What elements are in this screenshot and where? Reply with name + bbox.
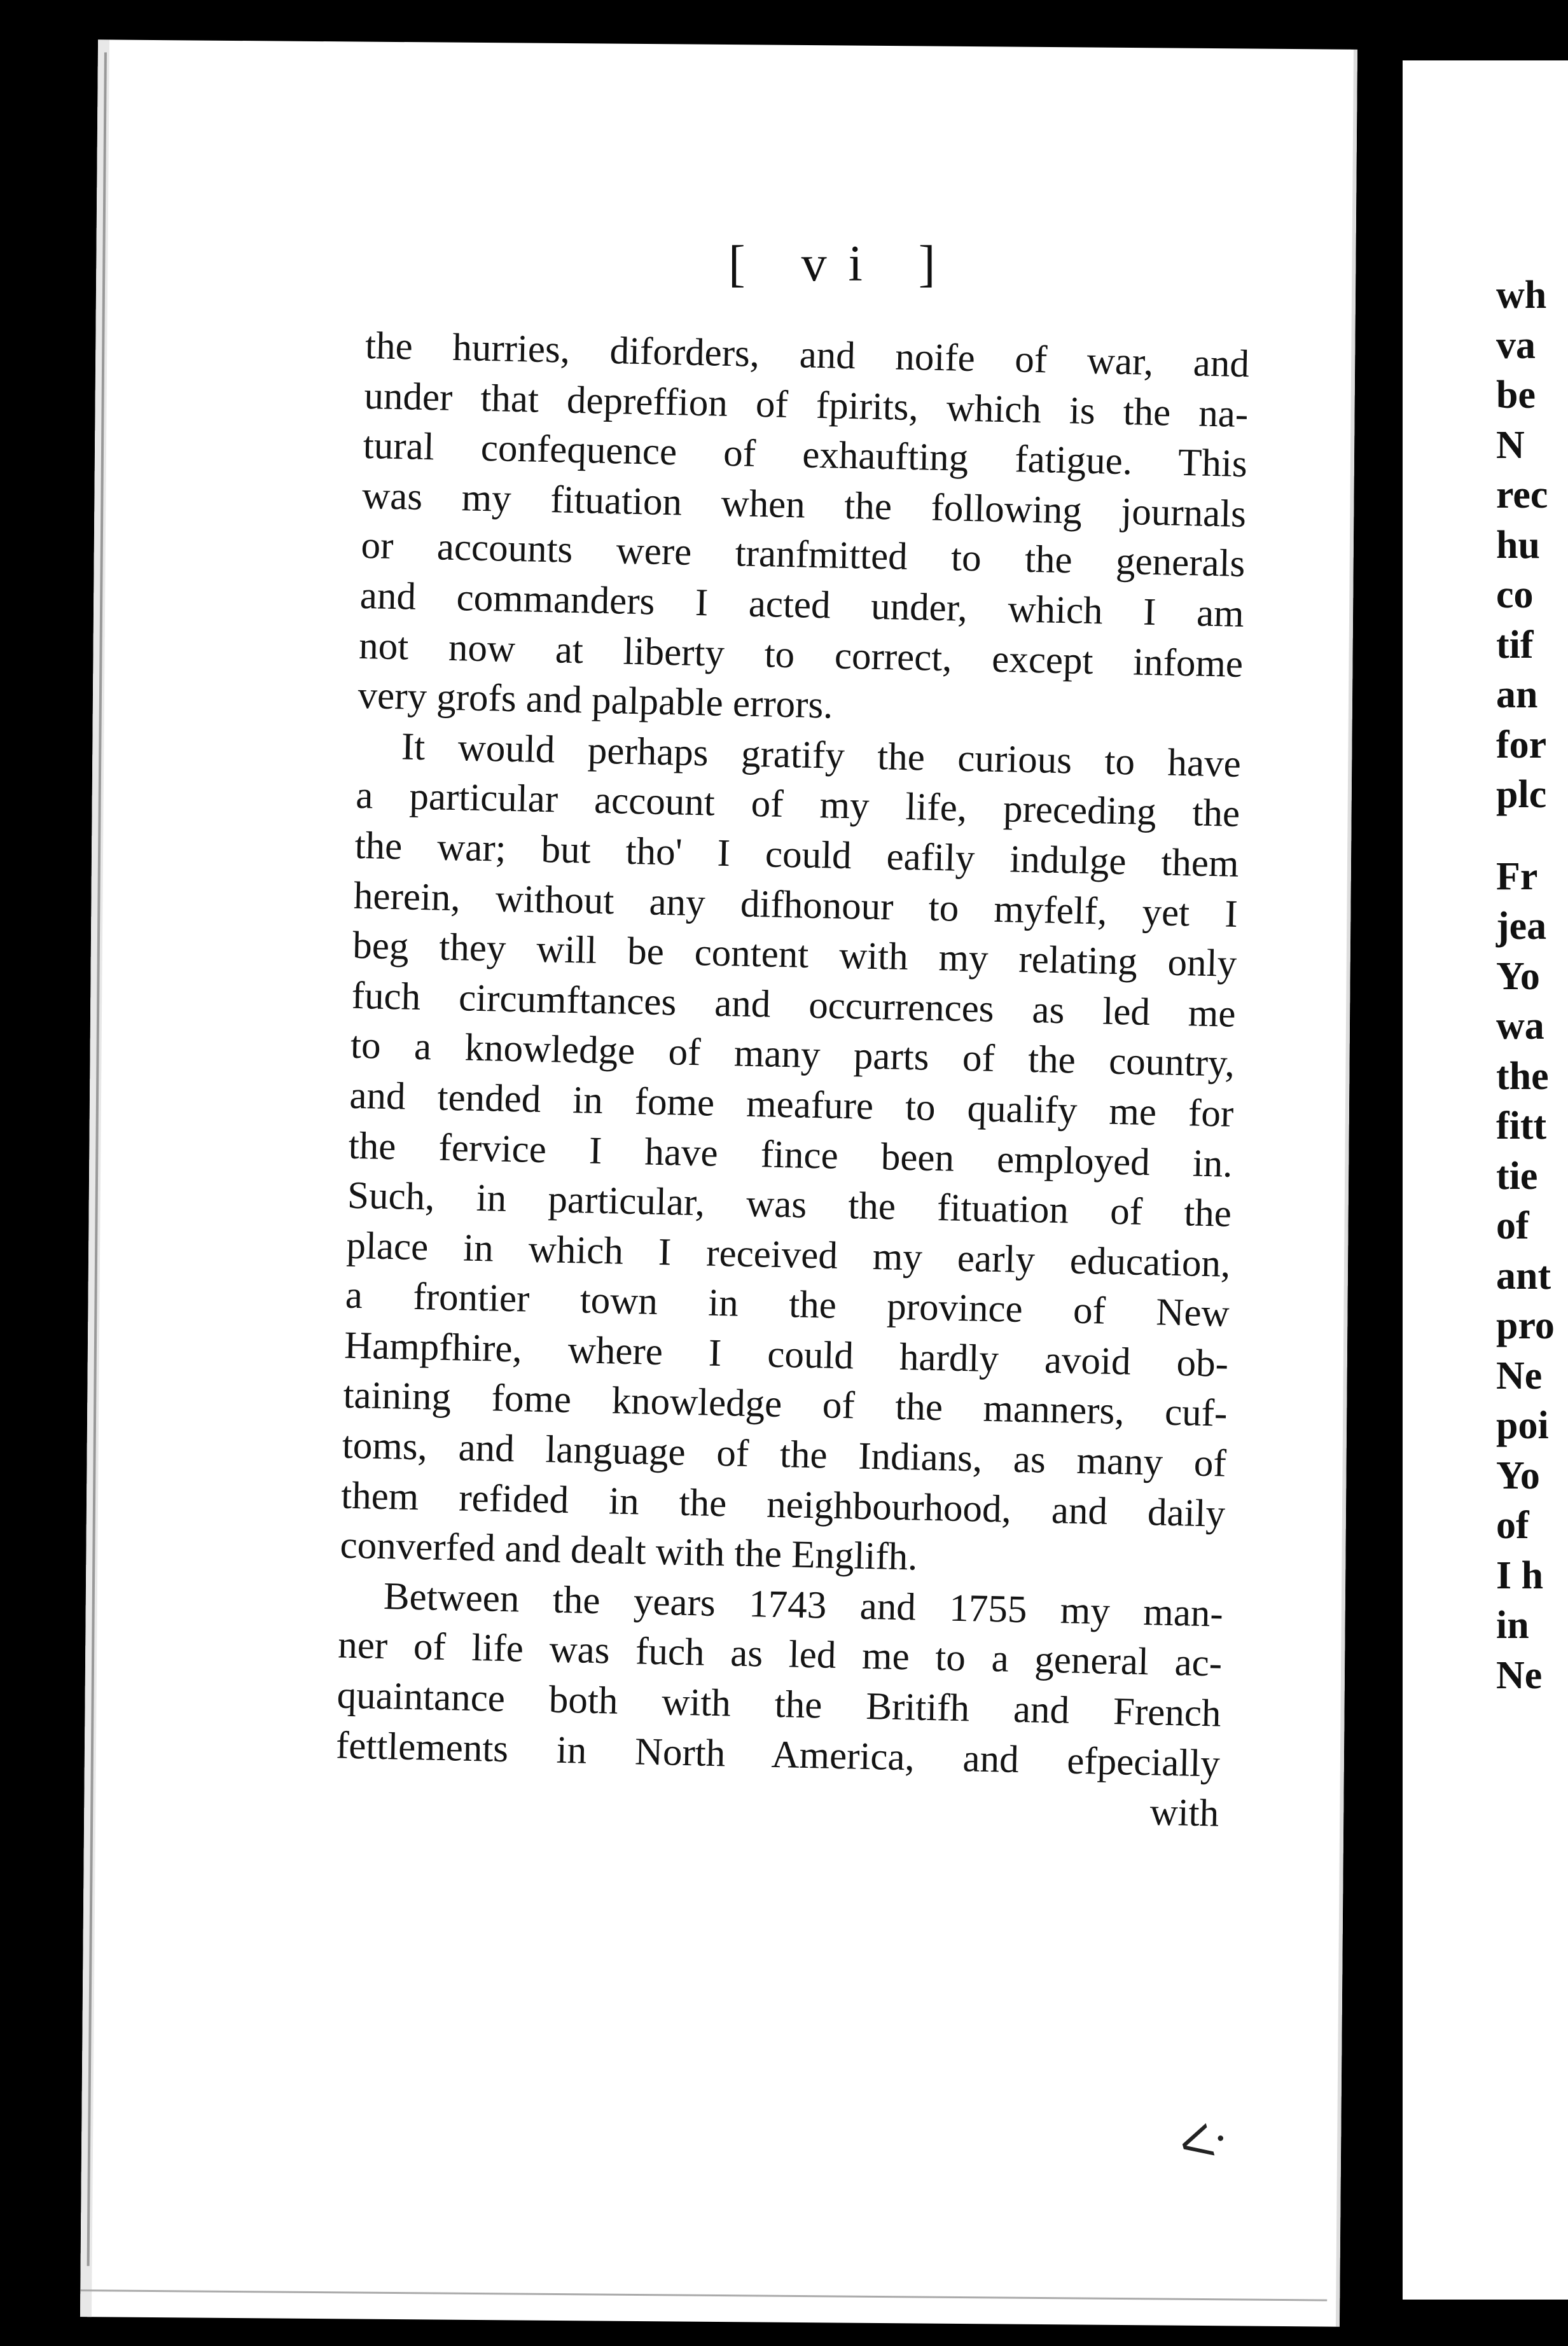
- text-line: and commanders I acted under, which I am: [359, 574, 1245, 635]
- handwritten-mark: ᐸ·: [1174, 2111, 1235, 2174]
- catchword: with: [1149, 1791, 1219, 1835]
- text-line: them refided in the neighbourhood, and daily: [340, 1474, 1226, 1536]
- facing-fragment: plc: [1496, 773, 1547, 816]
- facing-fragment: Yo: [1496, 954, 1540, 998]
- facing-fragment: poi: [1496, 1404, 1549, 1447]
- facing-fragment: of: [1496, 1204, 1529, 1247]
- facing-fragment: wh: [1496, 274, 1547, 317]
- text-line: and tended in fome meafure to qualify me for: [349, 1074, 1234, 1135]
- facing-fragment: N: [1496, 423, 1525, 467]
- text-line: or accounts were tranfmitted to the generals: [360, 524, 1246, 586]
- facing-fragment: for: [1496, 723, 1547, 767]
- body-text: [335, 321, 1250, 1839]
- text-line: tural confequence of exhaufting fatigue. This: [363, 424, 1248, 486]
- facing-fragment: tif: [1496, 623, 1534, 667]
- text-line: converfed and dealt with the Englifh.: [339, 1524, 919, 1579]
- facing-fragment: wa: [1496, 1004, 1544, 1048]
- facing-fragment: va: [1496, 323, 1536, 367]
- text-line: the war; but tho' I could eafily indulge them: [354, 824, 1240, 885]
- text-line: the hurries, diforders, and noife of war, and: [364, 324, 1250, 386]
- facing-fragment: Ne: [1496, 1653, 1543, 1697]
- text-line: a particular account of my life, preceding the: [355, 774, 1240, 836]
- text-line: fettlements in North America, and efpecially: [335, 1724, 1221, 1786]
- paragraph-start-line: It would perhaps gratify the curious to have: [401, 725, 1242, 786]
- facing-fragment: pro: [1496, 1304, 1555, 1347]
- page-number: [ vi ]: [728, 236, 957, 292]
- text-line: was my fituation when the following journals: [361, 474, 1247, 536]
- facing-fragment: tie: [1496, 1154, 1538, 1198]
- text-line: place in which I received my early education,: [345, 1224, 1231, 1286]
- facing-fragment: ant: [1496, 1254, 1551, 1298]
- facing-fragment: of: [1496, 1504, 1529, 1547]
- facing-fragment: fitt: [1496, 1104, 1547, 1148]
- facing-fragment: the: [1496, 1054, 1549, 1098]
- facing-fragment: be: [1496, 373, 1536, 417]
- text-line: a frontier town in the province of New: [345, 1274, 1230, 1336]
- facing-fragment: an: [1496, 673, 1538, 716]
- text-line: very grofs and palpable errors.: [357, 674, 834, 727]
- text-line: under that depreffion of fpirits, which is the na-: [363, 374, 1249, 436]
- text-line: toms, and language of the Indians, as many of: [342, 1424, 1227, 1485]
- facing-fragment: Yo: [1496, 1454, 1540, 1497]
- text-line: quaintance both with the Britifh and French: [336, 1674, 1222, 1735]
- paragraph-start-line: Between the years 1743 and 1755 my man-: [383, 1574, 1224, 1635]
- text-line: herein, without any difhonour to myfelf, yet I: [353, 874, 1238, 936]
- text-line: ner of life was fuch as led me to a general ac-: [337, 1623, 1223, 1686]
- text-line: beg they will be content with my relating only: [352, 924, 1237, 986]
- facing-fragment: hu: [1496, 523, 1540, 567]
- text-line: the fervice I have fince been employed in.: [348, 1124, 1233, 1186]
- text-line: fuch circumftances and occurrences as led me: [351, 974, 1237, 1036]
- book-gutter: [1366, 57, 1398, 2309]
- facing-fragment: Fr: [1496, 854, 1538, 898]
- text-line: not now at liberty to correct, except infome: [358, 624, 1244, 686]
- text-line: Hampfhire, where I could hardly avoid ob-: [343, 1324, 1229, 1385]
- text-line: taining fome knowledge of the manners, cuf-: [342, 1374, 1228, 1436]
- facing-fragment: Ne: [1496, 1354, 1543, 1398]
- facing-page-text: [1496, 270, 1555, 1700]
- facing-fragment: jea: [1496, 905, 1547, 948]
- facing-fragment: co: [1496, 573, 1534, 616]
- text-line: to a knowledge of many parts of the country,: [350, 1024, 1235, 1086]
- facing-fragment: I h: [1496, 1553, 1544, 1597]
- facing-fragment: in: [1496, 1604, 1529, 1647]
- text-line: Such, in particular, was the fituation of the: [347, 1174, 1232, 1235]
- facing-fragment: rec: [1496, 473, 1548, 517]
